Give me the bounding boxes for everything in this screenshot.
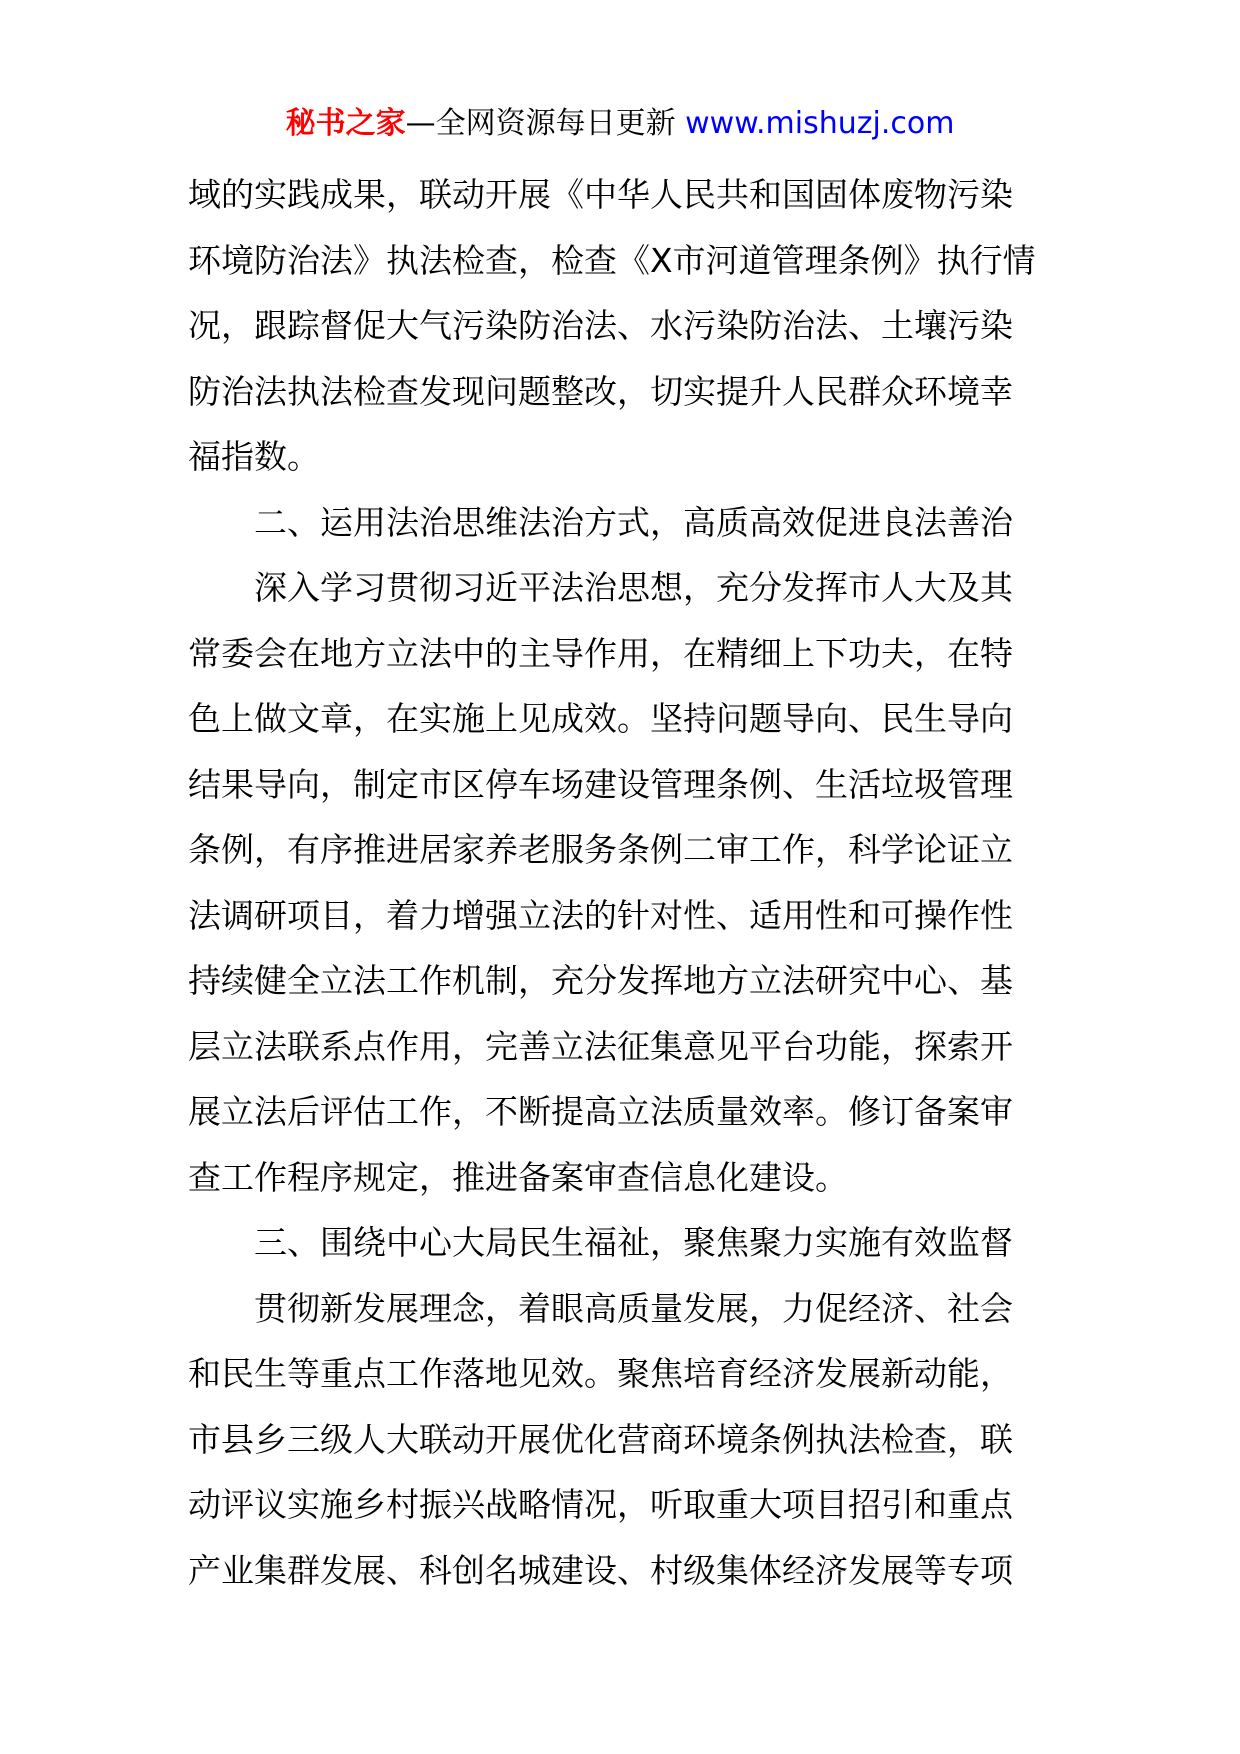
paragraph-start: 深入学习贯彻习近平法治思想，充分发挥市人大及其	[254, 568, 1013, 607]
text-line: 色上做文章，在实施上见成效。坚持问题导向、民生导向	[188, 699, 1013, 738]
text-line: 域的实践成果，联动开展《中华人民共和国固体废物污染	[188, 175, 1013, 214]
text-line: 福指数。	[188, 437, 320, 476]
text-line: 持续健全立法工作机制，充分发挥地方立法研究中心、基	[188, 961, 1013, 1000]
text-line: 防治法执法检查发现问题整改，切实提升人民群众环境幸	[188, 371, 1013, 411]
text-line: 法调研项目，着力增强立法的针对性、适用性和可操作性	[188, 895, 1013, 935]
text-line: 展立法后评估工作，不断提高立法质量效率。修订备案审	[188, 1092, 1013, 1131]
brand-tagline: —全网资源每日更新	[405, 106, 676, 141]
watermark-header	[0, 100, 1240, 148]
text-line: 环境防治法》执法检查，检查《X市河道管理条例》执行情	[188, 240, 1036, 280]
document-body	[188, 162, 1068, 1603]
text-line: 产业集群发展、科创名城建设、村级集体经济发展等专项	[188, 1550, 1013, 1590]
text-line: 层立法联系点作用，完善立法征集意见平台功能，探索开	[188, 1026, 1013, 1066]
text-line: 查工作程序规定，推进备案审查信息化建设。	[188, 1157, 848, 1197]
text-line: 常委会在地方立法中的主导作用，在精细上下功夫，在特	[188, 633, 1013, 673]
section-heading-3: 三、围绕中心大局民生福祉，聚焦聚力实施有效监督	[254, 1223, 1013, 1262]
text-line: 动评议实施乡村振兴战略情况，听取重大项目招引和重点	[188, 1485, 1013, 1524]
text-line: 结果导向，制定市区停车场建设管理条例、生活垃圾管理	[188, 764, 1013, 804]
paragraph-start: 贯彻新发展理念，着眼高质量发展，力促经济、社会	[254, 1288, 1013, 1328]
text-line: 和民生等重点工作落地见效。聚焦培育经济发展新动能，	[188, 1354, 1013, 1393]
site-url-link[interactable]: www.mishuzj.com	[685, 106, 955, 141]
brand-name: 秘书之家	[285, 106, 406, 141]
section-heading-2: 二、运用法治思维法治方式，高质高效促进良法善治	[254, 502, 1013, 542]
text-line: 市县乡三级人大联动开展优化营商环境条例执法检查，联	[188, 1419, 1013, 1459]
text-line: 条例，有序推进居家养老服务条例二审工作，科学论证立	[188, 830, 1013, 869]
text-line: 况，跟踪督促大气污染防治法、水污染防治法、土壤污染	[188, 306, 1013, 345]
